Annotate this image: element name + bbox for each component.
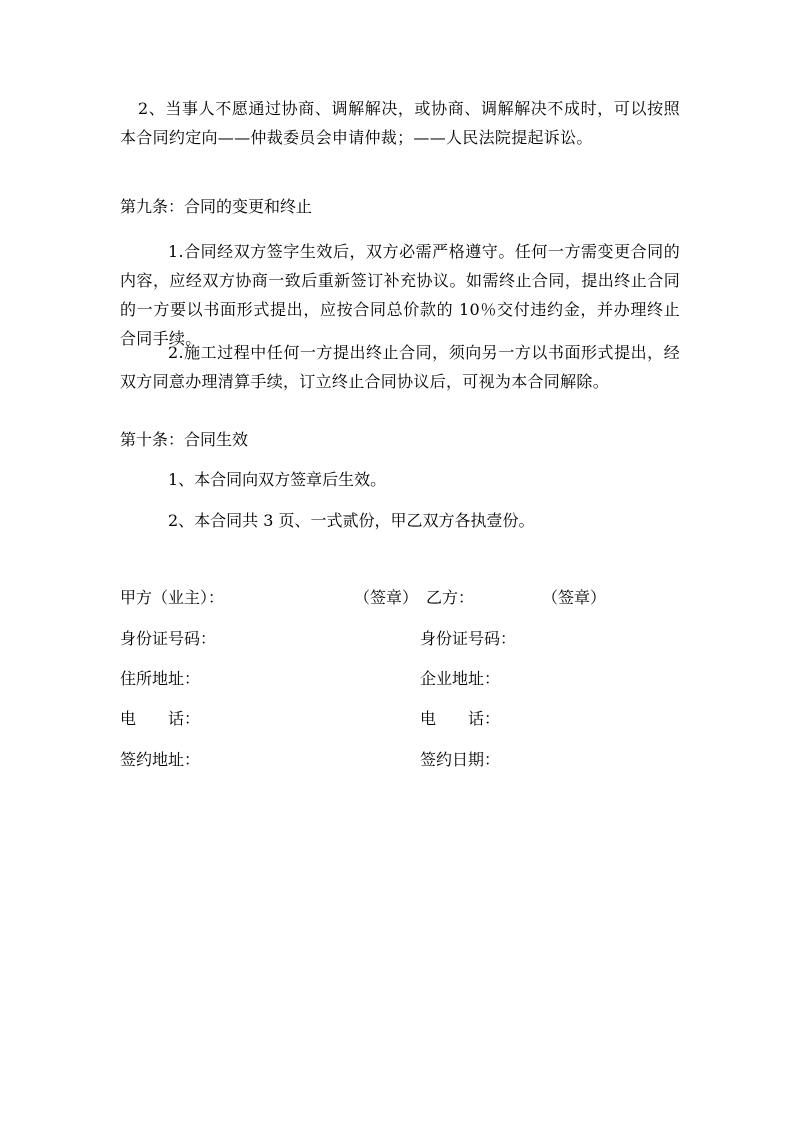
party-b-address-label: 企业地址： (420, 669, 501, 688)
party-b-id-label: 身份证号码： (420, 629, 517, 648)
dispute-clause-item-2: 2、当事人不愿通过协商、调解解决，或协商、调解解决不成时，可以按照本合同约定向——仲裁委员会申请仲裁；——人民法院提起诉讼。 (120, 99, 680, 147)
article-10-item-2: 2、本合同共 3 页、一式贰份，甲乙双方各执壹份。 (168, 511, 535, 530)
article-9-item-2: 2.施工过程中任何一方提出终止合同，须向另一方以书面形式提出，经双方同意办理清算手续，订立终止合同协议后，可视为本合同解除。 (120, 343, 680, 391)
article-10-heading: 第十条：合同生效 (120, 430, 249, 449)
signature-row-address (120, 664, 680, 693)
article-9-heading: 第九条：合同的变更和终止 (120, 197, 313, 216)
signature-row-place-date (120, 745, 680, 774)
party-a-address-label: 住所地址： (120, 669, 201, 688)
sign-date-label: 签约日期： (420, 750, 501, 769)
article-10-item-1: 1、本合同向双方签章后生效。 (168, 470, 387, 489)
party-a-label: 甲方（业主）： (120, 588, 225, 607)
party-b-label: 乙方： (426, 588, 475, 607)
signature-row-phone (120, 704, 680, 733)
party-a-id-label: 身份证号码： (120, 629, 217, 648)
party-a-phone-label: 电 话： (120, 709, 201, 728)
signature-row-parties (120, 583, 680, 612)
party-a-seal: （签章） (354, 588, 419, 607)
party-b-seal: （签章） (542, 588, 607, 607)
signature-row-id (120, 624, 680, 653)
party-b-phone-label: 电 话： (420, 709, 501, 728)
sign-place-label: 签约地址： (120, 750, 201, 769)
article-9-item-1: 1.合同经双方签字生效后，双方必需严格遵守。任何一方需变更合同的内容，应经双方协商一致后重新签订补充协议。如需终止合同，提出终止合同的一方要以书面形式提出，应按合同总价款的 10％交付违约金，并办理终止合同手续。 (120, 242, 680, 348)
